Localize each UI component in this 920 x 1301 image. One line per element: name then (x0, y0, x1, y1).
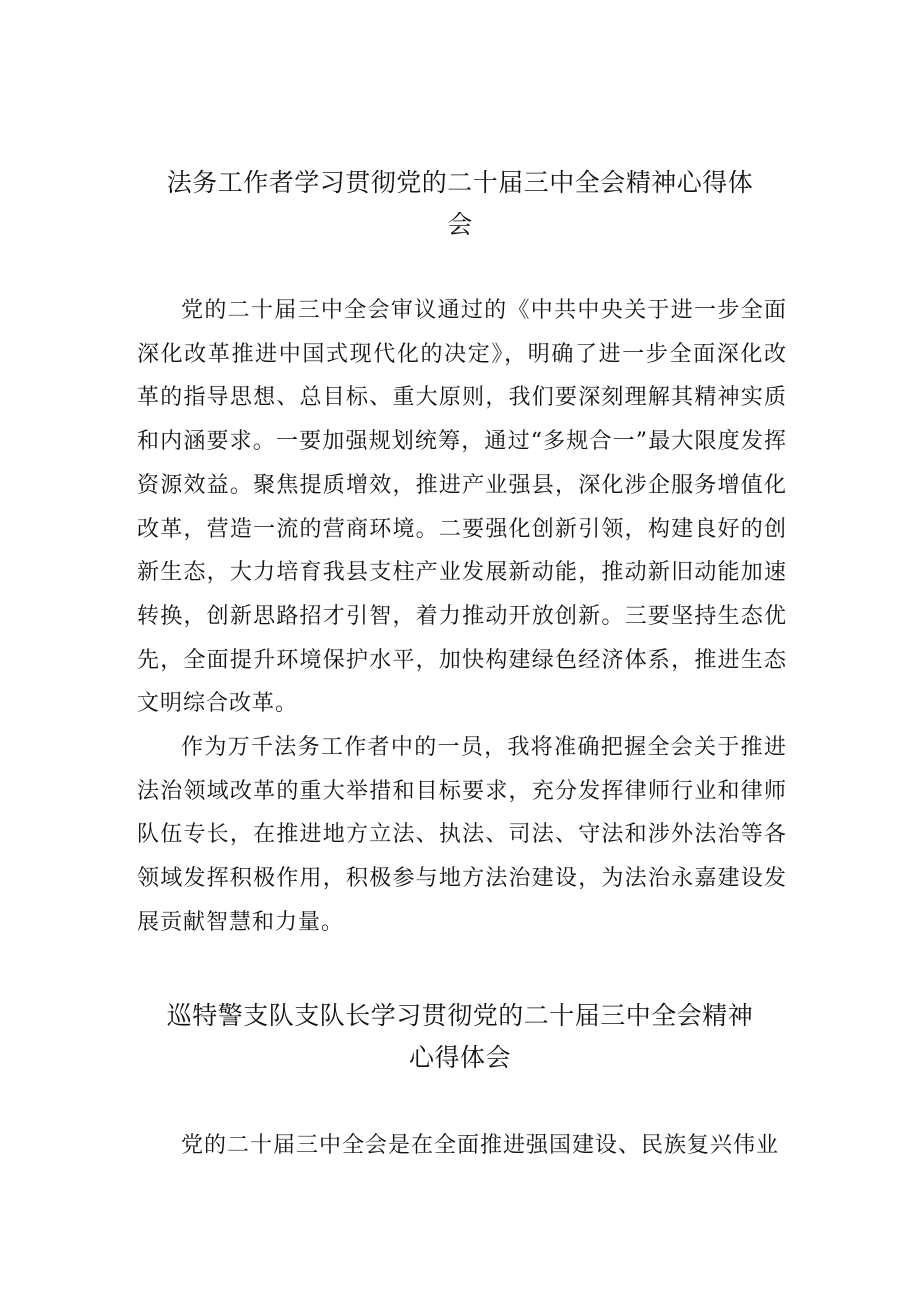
article-2-title-line-2: 心得体会 (408, 1043, 511, 1072)
article-1-title-line-2: 会 (447, 210, 473, 239)
article-2-title (0, 995, 920, 1079)
article-1-body (137, 289, 787, 945)
article-2-title-line-1: 巡特警支队支队长学习贯彻党的二十届三中全会精神 (166, 1001, 754, 1030)
article-2-paragraph-1: 党的二十届三中全会是在全面推进强国建设、民族复兴伟业 (181, 1133, 780, 1158)
article-1-paragraph-2: 作为万千法务工作者中的一员，我将准确把握全会关于推进法治领域改革的重大举措和目标要求，充分发挥律师行业和律师队伍专长，在推进地方立法、执法、司法、守法和涉外法治等各领域发挥积极作用，积极参与地方法治建设，为法治永嘉建设发展贡献智慧和力量。 (137, 735, 787, 935)
article-1-title (0, 162, 920, 246)
article-2-body (137, 1124, 787, 1168)
article-1-title-line-1: 法务工作者学习贯彻党的二十届三中全会精神心得体 (166, 168, 754, 197)
article-1-paragraph-1: 党的二十届三中全会审议通过的《中共中央关于进一步全面深化改革推进中国式现代化的决定》，明确了进一步全面深化改革的指导思想、总目标、重大原则，我们要深刻理解其精神实质和内涵要求。一要加强规划统筹，通过“多规合一”最大限度发挥资源效益。聚焦提质增效，推进产业强县，深化涉企服务增值化改革，营造一流的营商环境。二要强化创新引领，构建良好的创新生态，大力培育我县支柱产业发展新动能，推动新旧动能加速转换，创新思路招才引智，着力推动开放创新。三要坚持生态优先，全面提升环境保护水平，加快构建绿色经济体系，推进生态文明综合改革。 (137, 298, 787, 717)
